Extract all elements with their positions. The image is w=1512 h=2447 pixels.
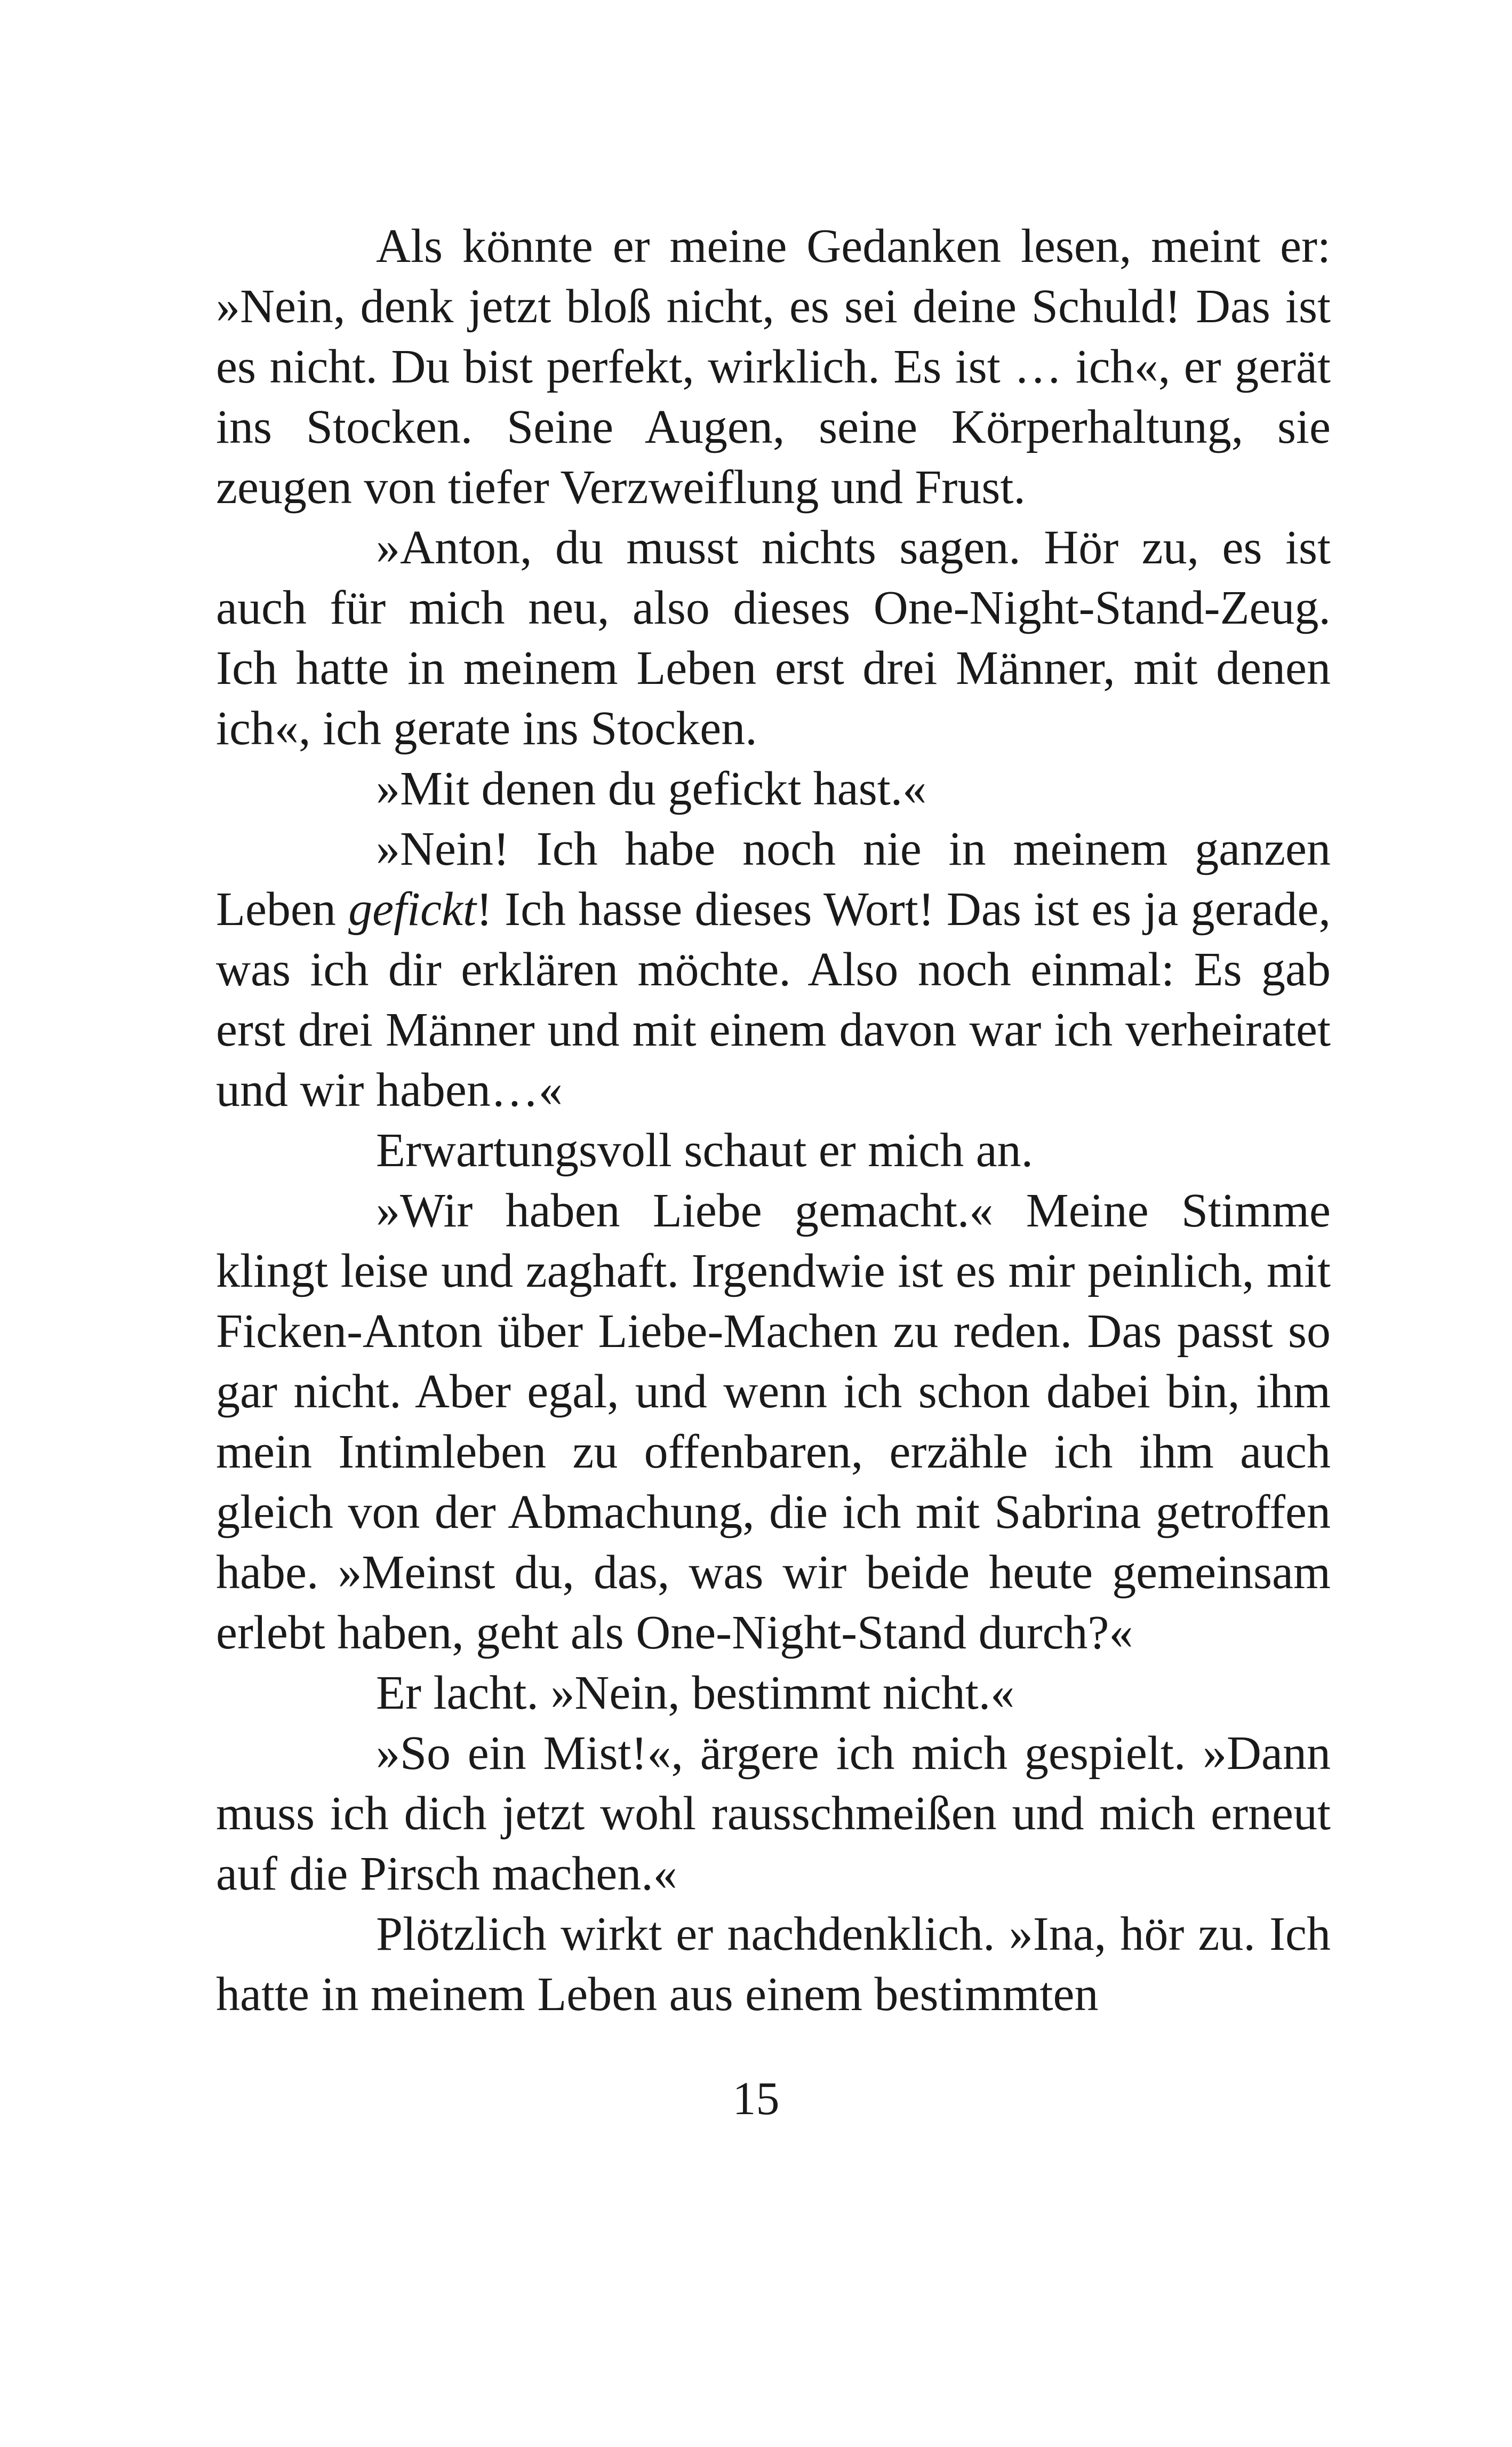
- emphasized-word: gefickt: [348, 883, 476, 936]
- paragraph: »Mit denen du gefickt hast.«: [376, 762, 927, 815]
- paragraph: »Anton, du musst nichts sagen. Hör zu, es ist auch für mich neu, also dieses One-Night-Stand-Zeug. Ich hatte in meinem Leben erst drei Männer, mit denen ich«, ich gerate ins Stocken.: [216, 521, 1331, 755]
- paragraph: Erwartungsvoll schaut er mich an.: [376, 1124, 1034, 1177]
- paragraph: Er lacht. »Nein, bestimmt nicht.«: [376, 1667, 1015, 1719]
- paragraph: Als könnte er meine Gedanken lesen, meint er: »Nein, denk jetzt bloß nicht, es sei deine Schuld! Das ist es nicht. Du bist perfekt, wirklich. Es ist … ich«, er gerät ins Stocken. Seine Augen, seine Körperhaltung, sie zeugen von tiefer Verzweiflung und Frust.: [216, 220, 1331, 514]
- paragraph: »So ein Mist!«, ärgere ich mich gespielt. »Dann muss ich dich jetzt wohl rausschmeißen und mich erneut auf die Pirsch machen.«: [216, 1727, 1331, 1900]
- page-number: 15: [732, 2073, 780, 2125]
- paragraph-text-after: ! Ich hasse dieses Wort! Das ist es ja gerade, was ich dir erklären möchte. Also noch einmal: Es gab erst drei Männer und mit einem davon war ich verheiratet und wir haben…«: [216, 883, 1331, 1117]
- body-text: [216, 216, 1331, 2024]
- paragraph: »Wir haben Liebe gemacht.« Meine Stimme klingt leise und zaghaft. Irgendwie ist es mir peinlich, mit Ficken-Anton über Liebe-Machen zu reden. Das passt so gar nicht. Aber egal, und wenn ich schon dabei bin, ihm mein Intimleben zu offenbaren, erzähle ich ihm auch gleich von der Abmachung, die ich mit Sabrina getroffen habe. »Meinst du, das, was wir beide heute gemeinsam erlebt haben, geht als One-Night-Stand durch?«: [216, 1184, 1331, 1659]
- paragraph: Plötzlich wirkt er nachdenklich. »Ina, hör zu. Ich hatte in meinem Leben aus einem bestimmten: [216, 1908, 1331, 2021]
- paragraph: [216, 819, 1331, 1120]
- paragraph-text-before: »Nein! Ich habe noch nie in meinem ganzen Leben: [216, 823, 1331, 936]
